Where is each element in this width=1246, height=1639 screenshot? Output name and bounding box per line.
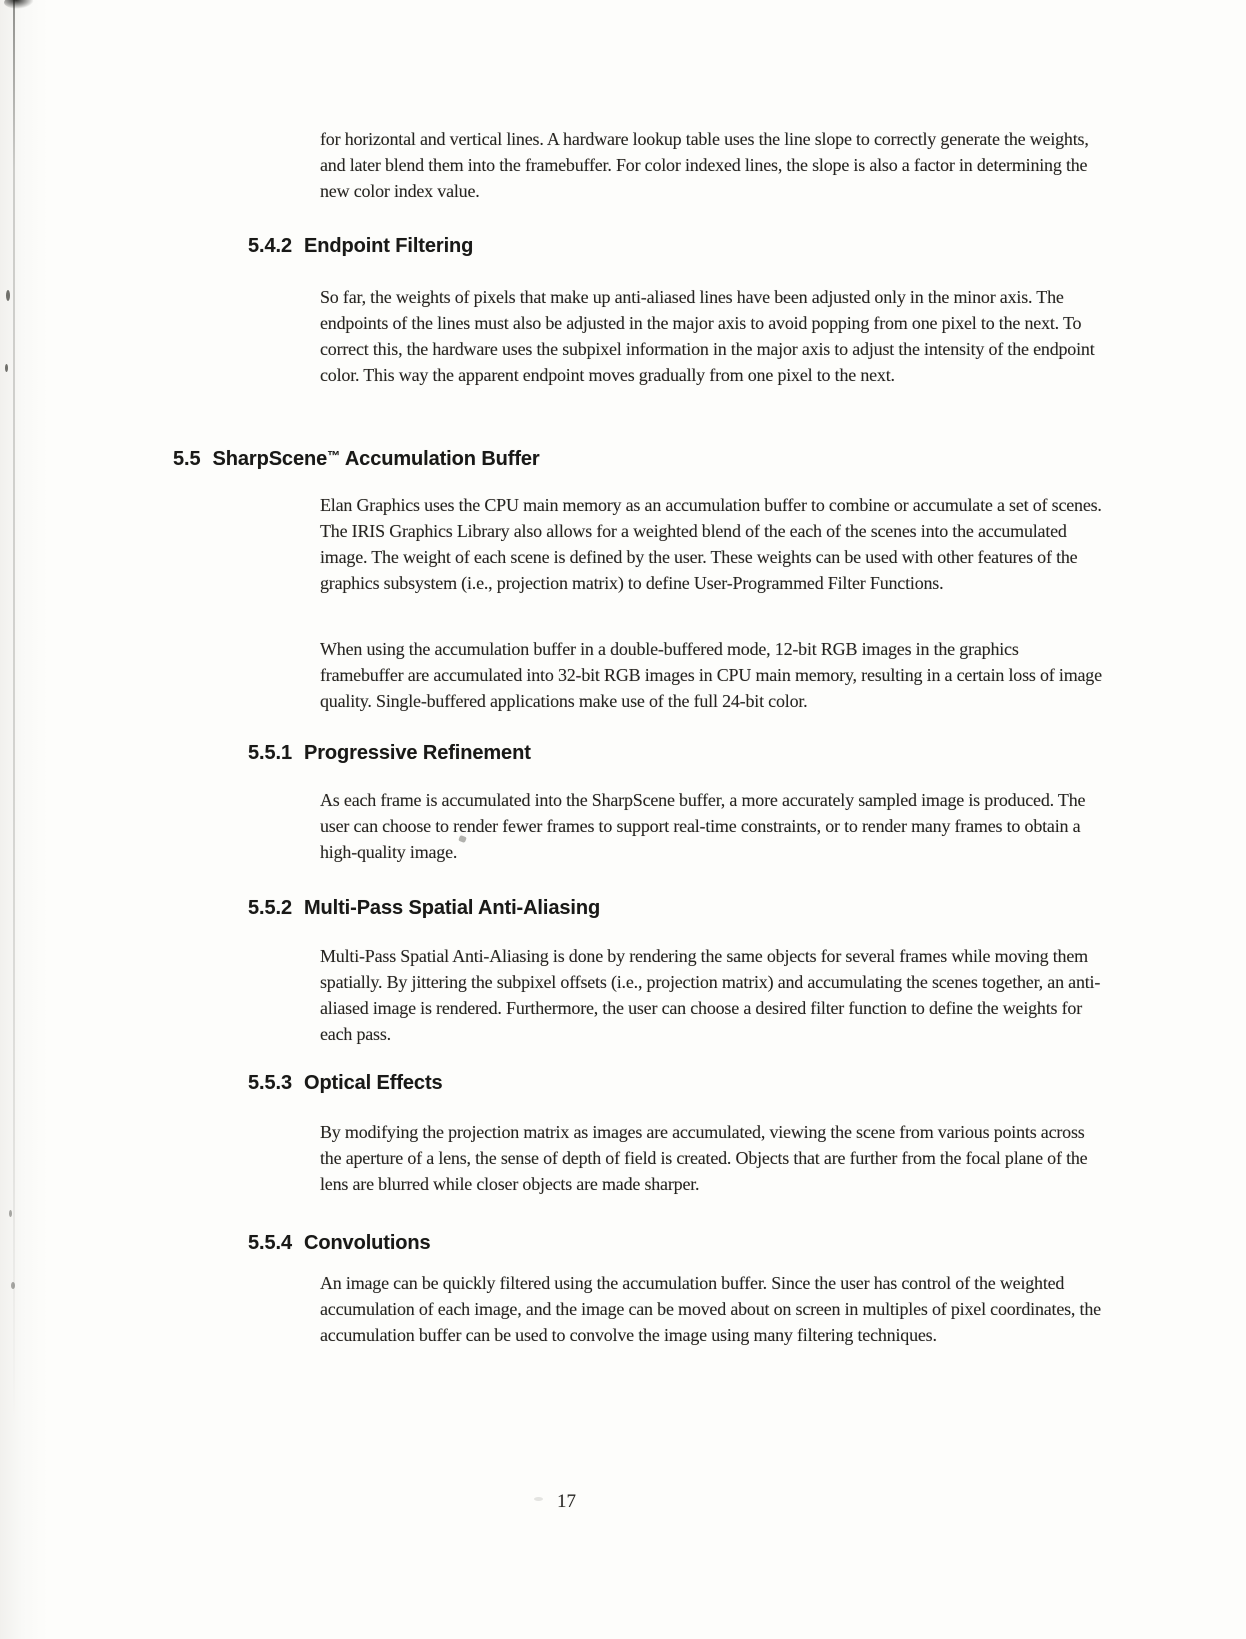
section-title [213, 448, 540, 470]
paragraph: So far, the weights of pixels that make up anti-aliased lines have been adjusted only in the minor axis. The endpoints of the lines must also be adjusted in the major axis to avoid popping from one pixel to the next. To correct this, the hardware uses the subpixel information in the major axis to adjust the intensity of the endpoint color. This way the apparent endpoint moves gradually from one pixel to the next. [320, 287, 1095, 385]
section-title: Multi-Pass Spatial Anti-Aliasing [303, 897, 601, 919]
section-number: 5.5.1 [248, 742, 292, 764]
section-heading-5-5 [0, 444, 1246, 471]
scan-speck [9, 1210, 12, 1217]
section-title: Endpoint Filtering [303, 235, 474, 257]
section-heading-5-5-2 [0, 896, 1246, 920]
paragraph: Multi-Pass Spatial Anti-Aliasing is done by rendering the same objects for several frames while moving them spatially. By jittering the subpixel offsets (i.e., projection matrix) and accumulating the scenes together, an anti-aliased image is rendered. Furthermore, the user can choose a desired filter function to define the weights for each pass. [320, 946, 1101, 1044]
section-title-main: SharpScene [212, 448, 328, 470]
section-heading-5-4-2 [0, 234, 1246, 258]
section-number: 5.5.3 [248, 1072, 292, 1094]
section-number: 5.5 [173, 448, 201, 470]
section-title: Optical Effects [303, 1072, 443, 1094]
paragraph: An image can be quickly filtered using the accumulation buffer. Since the user has control of the weighted accumulation of each image, and the image can be moved about on screen in multiples of pixel coordinates, the accumulation buffer can be used to convolve the image using many filtering techniques. [320, 1273, 1101, 1345]
section-number: 5.5.4 [248, 1232, 292, 1254]
section-heading-5-5-1 [0, 741, 1246, 765]
section-number: 5.4.2 [248, 235, 292, 257]
paragraph: By modifying the projection matrix as images are accumulated, viewing the scene from various points across the aperture of a lens, the sense of depth of field is created. Objects that are further from the focal plane of the lens are blurred while closer objects are made sharper. [320, 1122, 1088, 1194]
scan-speck [534, 1497, 543, 1501]
section-heading-5-5-4 [0, 1231, 1246, 1255]
section-title: Progressive Refinement [303, 742, 531, 764]
section-title-rest: Accumulation Buffer [340, 448, 540, 470]
paragraph: Elan Graphics uses the CPU main memory as an accumulation buffer to combine or accumulate a set of scenes. The IRIS Graphics Library also allows for a weighted blend of the each of the scenes into the accumulated image. The weight of each scene is defined by the user. These weights can be used with other features of the graphics subsystem (i.e., projection matrix) to define User-Programmed Filter Functions. [320, 495, 1102, 593]
intro-paragraph: for horizontal and vertical lines. A hardware lookup table uses the line slope to correctly generate the weights, and later blend them into the framebuffer. For color indexed lines, the slope is also a factor in determining the new color index value. [320, 129, 1089, 201]
page-number: 17 [557, 1491, 576, 1512]
trademark-symbol: ™ [327, 448, 341, 463]
scan-artifact [4, 0, 34, 9]
paragraph: When using the accumulation buffer in a double-buffered mode, 12-bit RGB images in the graphics framebuffer are accumulated into 32-bit RGB images in CPU main memory, resulting in a certain loss of image quality. Single-buffered applications make use of the full 24-bit color. [320, 639, 1102, 711]
section-heading-5-5-3 [0, 1071, 1246, 1095]
section-number: 5.5.2 [248, 897, 292, 919]
paragraph: As each frame is accumulated into the SharpScene buffer, a more accurately sampled image is produced. The user can choose to render fewer frames to support real-time constraints, or to render many frames to obtain a high-quality image. [320, 790, 1086, 862]
section-title: Convolutions [303, 1232, 431, 1254]
